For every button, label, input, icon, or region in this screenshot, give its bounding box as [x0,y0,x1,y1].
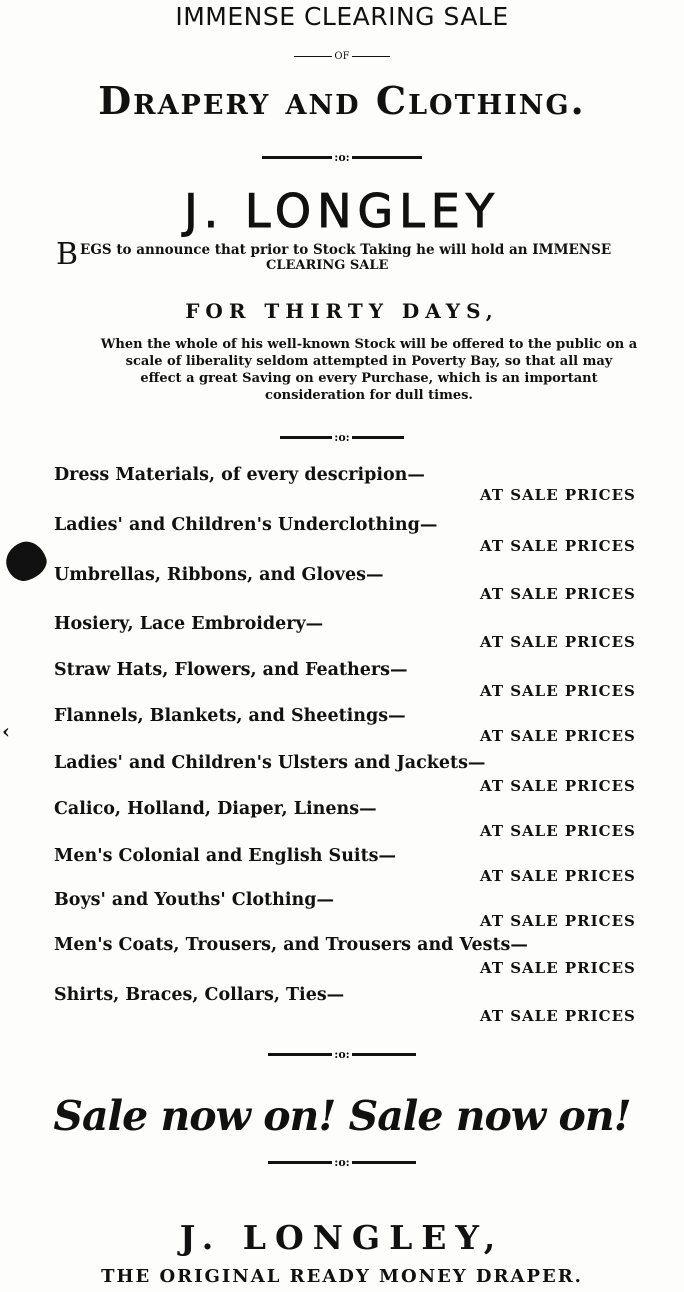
item-name: Dress Materials, of every descripion— [54,465,425,485]
item-name: Men's Colonial and English Suits— [54,846,397,866]
merchant-name-footer: J. LONGLEY, [179,1218,505,1257]
main-heading: Drapery and Clothing. [98,78,586,123]
of-label: OF [334,51,350,62]
item-price: AT SALE PRICES [480,959,636,977]
details-line-1: When the whole of his well-known Stock will be offered to the public on a [100,337,638,352]
item-price: AT SALE PRICES [480,912,636,930]
drop-cap: B [56,237,79,272]
sale-details [54,336,684,404]
ornament-rule: :o: [0,150,684,164]
ornament-rule: :o: [0,1155,684,1169]
of-divider [0,51,684,62]
announcement [56,237,684,274]
announcement-line-2: CLEARING SALE [266,258,389,273]
margin-mark: ‹ [2,719,10,743]
item-name: Hosiery, Lace Embroidery— [54,614,324,634]
item-name: Umbrellas, Ribbons, and Gloves— [54,565,384,585]
item-price: AT SALE PRICES [480,486,636,504]
item-name: Flannels, Blankets, and Sheetings— [54,706,406,726]
item-name: Ladies' and Children's Ulsters and Jackets— [54,753,486,773]
item-price: AT SALE PRICES [480,633,636,651]
item-price: AT SALE PRICES [480,822,636,840]
item-name: Straw Hats, Flowers, and Feathers— [54,660,408,680]
item-price: AT SALE PRICES [480,727,636,745]
ornament-rule: :o: [0,430,684,444]
announcement-line-1: EGS to announce that prior to Stock Taking he will hold an IMMENSE [80,242,612,258]
item-price: AT SALE PRICES [480,1007,636,1025]
item-name: Boys' and Youths' Clothing— [54,890,334,910]
item-name: Men's Coats, Trousers, and Trousers and Vests— [54,935,528,955]
details-line-4: consideration for dull times. [265,388,473,403]
item-name: Calico, Holland, Diaper, Linens— [54,799,377,819]
item-price: AT SALE PRICES [480,777,636,795]
item-price: AT SALE PRICES [480,867,636,885]
sale-duration: FOR THIRTY DAYS, [185,299,499,323]
ink-blot [1,537,51,586]
details-line-2: scale of liberality seldom attempted in Poverty Bay, so that all may [125,354,613,369]
merchant-name: J. LONGLEY [184,184,500,238]
item-price: AT SALE PRICES [480,537,636,555]
details-line-3: effect a great Saving on every Purchase, which is an important [140,371,598,386]
item-price: AT SALE PRICES [480,585,636,603]
item-price: AT SALE PRICES [480,682,636,700]
ornament-rule: :o: [0,1047,684,1061]
item-name: Shirts, Braces, Collars, Ties— [54,985,345,1005]
sale-slogan: Sale now on! Sale now on! [53,1092,631,1140]
sale-heading: IMMENSE CLEARING SALE [175,2,509,31]
item-name: Ladies' and Children's Underclothing— [54,515,438,535]
merchant-tagline: THE ORIGINAL READY MONEY DRAPER. [101,1266,583,1287]
